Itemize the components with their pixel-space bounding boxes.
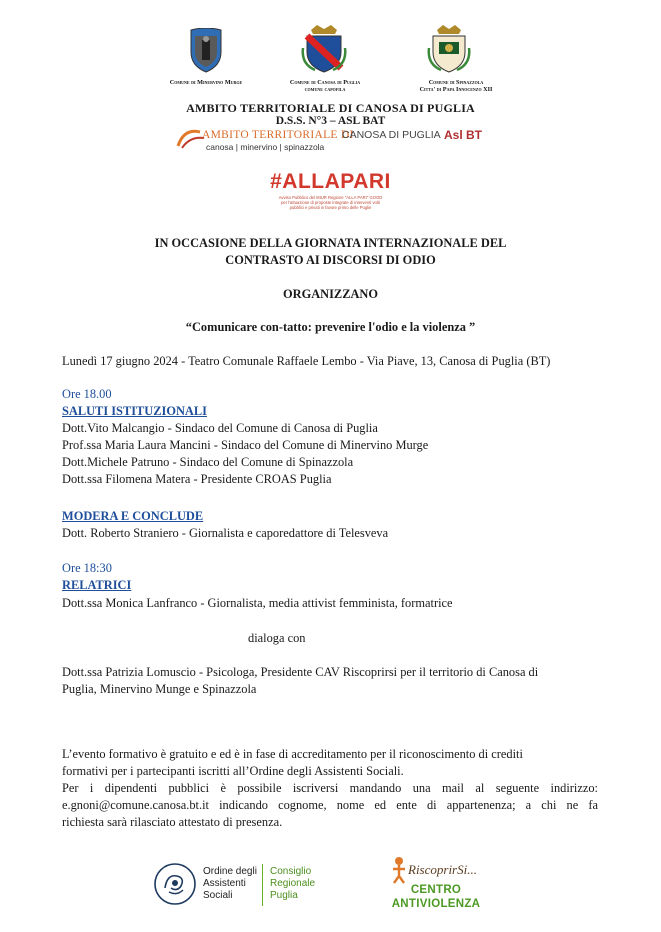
municipality-name: Comune di Canosa di Puglia comune capofila bbox=[289, 79, 361, 93]
list-item: Dott.Michele Patruno - Sindaco del Comune di Spinazzola bbox=[62, 455, 354, 469]
event-date-place: Lunedì 17 giugno 2024 - Teatro Comunale Raffaele Lembo - Via Piave, 13, Canosa di Puglia (BT) bbox=[62, 354, 551, 368]
list-item: Prof.ssa Maria Laura Mancini - Sindaco del Comune di Minervino Murge bbox=[62, 438, 429, 452]
list-item: Dott.Vito Malcangio - Sindaco del Comune di Canosa di Puglia bbox=[62, 421, 378, 435]
info-paragraph: L’evento formativo è gratuito e ed è in fase di accreditamento per il riconoscimento di crediti formativi per i partecipanti iscritti all’Ordine degli Assistenti Sociali. Per i dipendenti pubblici è possibile iscriversi mandando una mail al seguente indirizzo: e.gnoni@comune.canosa.bt.it indicando cognome, nome ed ente di appartenenza; a chi ne fa richiesta sarà rilasciato attestato di presenza. bbox=[62, 747, 598, 829]
ambito-logo-towns: canosa | minervino | spinazzola bbox=[206, 142, 325, 152]
riscoprirsi-name: RiscoprirSi... bbox=[408, 862, 477, 877]
ambito-logo-city: CANOSA DI PUGLIA bbox=[342, 129, 441, 141]
asl-logo: Asl BT bbox=[444, 128, 483, 142]
organizzano-heading: ORGANIZZANO bbox=[282, 287, 378, 301]
dss-line: D.S.S. N°3 – ASL BAT bbox=[275, 115, 386, 127]
time-1: Ore 18.00 bbox=[62, 387, 112, 401]
allapari-subtext: Avviso Pubblico del MIUR Regione "ALLA PARI" GOOD per l'attuazione di proposte integrate di interventi volti pubblici e privati in favore primo delle Puglie bbox=[278, 195, 383, 211]
relatrice-2: Dott.ssa Patrizia Lomuscio - Psicologa, Presidente CAV Riscoprirsi per il territorio di Canosa di Puglia, Minervino Munge e Spinazzola bbox=[62, 665, 539, 696]
allapari-title: #ALLAPARI bbox=[270, 170, 391, 193]
ordine-logo-icon bbox=[153, 862, 197, 906]
occasion-heading: IN OCCASIONE DELLA GIORNATA INTERNAZIONALE DEL CONTRASTO AI DISCORSI DI ODIO bbox=[154, 236, 507, 267]
riscoprirsi-figure-icon bbox=[390, 856, 408, 884]
footer-divider bbox=[262, 864, 263, 906]
spinazzola-crest-icon bbox=[427, 24, 471, 74]
centro-label: CENTRO bbox=[410, 884, 462, 896]
ambito-title: AMBITO TERRITORIALE DI CANOSA DI PUGLIA bbox=[186, 101, 475, 115]
antiviolenza-label: ANTIVIOLENZA bbox=[391, 898, 481, 910]
ordine-text: Ordine degli Assistenti Sociali bbox=[203, 866, 257, 901]
relatrici-heading: RELATRICI bbox=[62, 578, 132, 592]
saluti-list bbox=[62, 420, 428, 488]
ambito-logo-word: AMBITO TERRITORIALE DI bbox=[202, 129, 354, 141]
event-title: “Comunicare con-tatto: prevenire l'odio e la violenza ” bbox=[185, 320, 476, 334]
time-2: Ore 18:30 bbox=[62, 561, 112, 575]
municipality-name: Comune di Spinazzola Citta' di Papa Innocenzo XII bbox=[419, 79, 493, 93]
minervino-crest-icon bbox=[183, 28, 229, 74]
ambito-logo bbox=[174, 126, 484, 156]
dialoga-con: dialoga con bbox=[248, 631, 306, 645]
moderator: Dott. Roberto Straniero - Giornalista e caporedattore di Telesveva bbox=[62, 526, 389, 540]
relatrice-1: Dott.ssa Monica Lanfranco - Giornalista, media attivist femminista, formatrice bbox=[62, 596, 453, 610]
list-item: Dott.ssa Filomena Matera - Presidente CROAS Puglia bbox=[62, 472, 332, 486]
consiglio-text: Consiglio Regionale Puglia bbox=[270, 866, 316, 901]
saluti-heading: SALUTI ISTITUZIONALI bbox=[62, 404, 207, 418]
municipality-name: Comune di Minervino Murge bbox=[169, 79, 243, 86]
modera-heading: MODERA E CONCLUDE bbox=[62, 509, 204, 523]
canosa-crest-icon bbox=[301, 24, 347, 74]
